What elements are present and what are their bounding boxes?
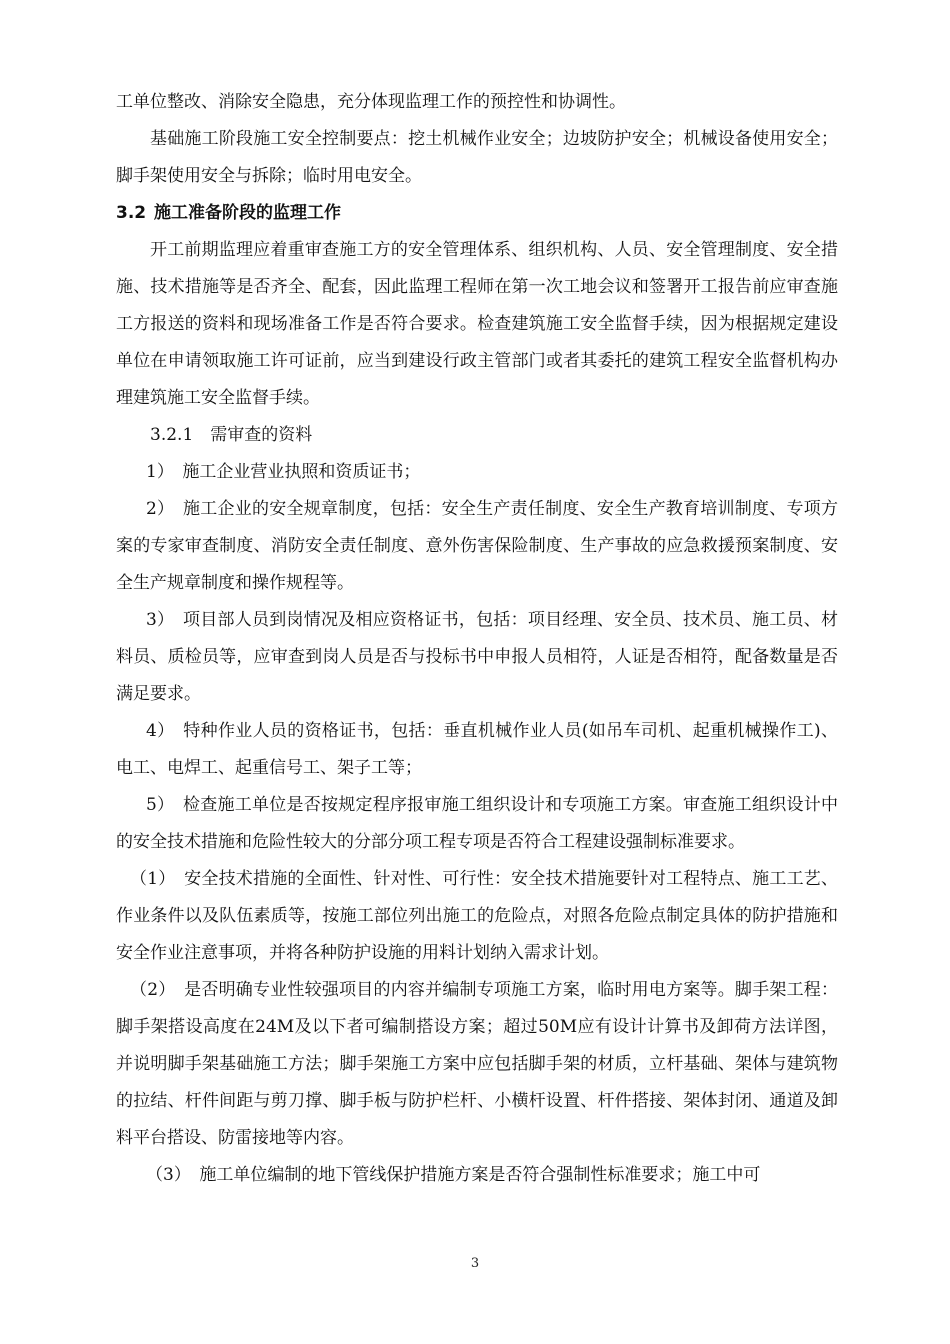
paragraph-continuation: 工单位整改、消除安全隐患，充分体现监理工作的预控性和协调性。: [116, 92, 626, 112]
list-item-2: 2） 施工企业的安全规章制度，包括：安全生产责任制度、安全生产教育培训制度、专项方案的专家审查制度、消防安全责任制度、意外伤害保险制度、生产事故的应急救援预案制度、安全生产规章制度和操作规程等。: [116, 499, 838, 593]
paragraph-preconstruction-review: 开工前期监理应着重审查施工方的安全管理体系、组织机构、人员、安全管理制度、安全措施、技术措施等是否齐全、配套，因此监理工程师在第一次工地会议和签署开工报告前应审查施工方报送的资料和现场准备工作是否符合要求。检查建筑施工安全监督手续，因为根据规定建设单位在申请领取施工许可证前，应当到建设行政主管部门或者其委托的建筑工程安全监督机构办理建筑施工安全监督手续。: [116, 240, 838, 408]
list-item-1: 1） 施工企业营业执照和资质证书；: [146, 462, 421, 482]
section-number: 3.2: [116, 203, 147, 223]
section-title: 施工准备阶段的监理工作: [154, 203, 341, 223]
list-item-5: 5） 检查施工单位是否按规定程序报审施工组织设计和专项施工方案。审查施工组织设计中的安全技术措施和危险性较大的分部分项工程专项是否符合工程建设强制标准要求。: [116, 795, 838, 852]
page-number: 3: [470, 1256, 480, 1271]
sub-item-2: （2） 是否明确专业性较强项目的内容并编制专项施工方案，临时用电方案等。脚手架工程：脚手架搭设高度在24M及以下者可编制搭设方案；超过50M应有设计计算书及卸荷方法详图，并说明脚手架基础施工方法；脚手架施工方案中应包括脚手架的材质，立杆基础、架体与建筑物的拉结、杆件间距与剪刀撑、脚手板与防护栏杆、小横杆设置、杆件搭接、架体封闭、通道及卸料平台搭设、防雷接地等内容。: [116, 980, 838, 1148]
subsection-heading-3-2-1: 3.2.1 需审查的资料: [150, 425, 313, 445]
sub-item-1: （1） 安全技术措施的全面性、针对性、可行性：安全技术措施要针对工程特点、施工工艺、作业条件以及队伍素质等，按施工部位列出施工的危险点，对照各危险点制定具体的防护措施和安全作业注意事项，并将各种防护设施的用料计划纳入需求计划。: [116, 869, 838, 963]
paragraph-foundation-safety: 基础施工阶段施工安全控制要点：挖土机械作业安全；边坡防护安全；机械设备使用安全；脚手架使用安全与拆除；临时用电安全。: [116, 129, 838, 186]
section-heading-3-2: [116, 195, 838, 232]
document-body: [116, 84, 838, 1194]
sub-item-3: （3） 施工单位编制的地下管线保护措施方案是否符合强制性标准要求；施工中可: [146, 1165, 761, 1185]
list-item-3: 3） 项目部人员到岗情况及相应资格证书，包括：项目经理、安全员、技术员、施工员、材料员、质检员等，应审查到岗人员是否与投标书中申报人员相符，人证是否相符，配备数量是否满足要求。: [116, 610, 838, 704]
list-item-4: 4） 特种作业人员的资格证书，包括：垂直机械作业人员(如吊车司机、起重机械操作工)、电工、电焊工、起重信号工、架子工等；: [116, 721, 838, 778]
